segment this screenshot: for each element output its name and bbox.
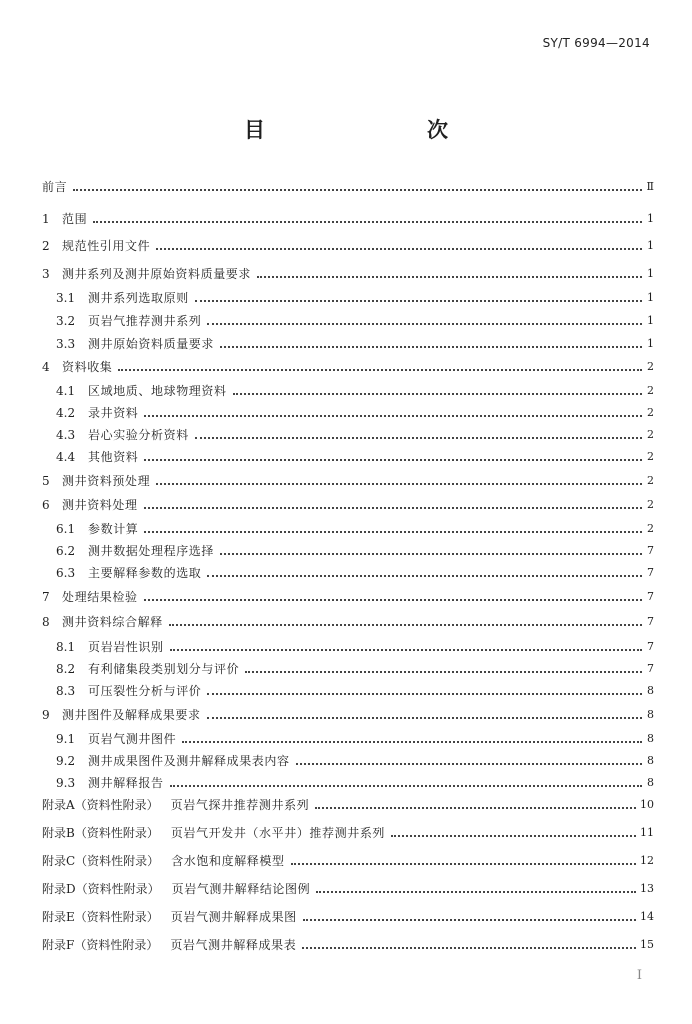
toc-entry-number: 3.3	[56, 337, 76, 351]
toc-leader-dots	[207, 692, 642, 695]
toc-entry-number: 附录A（资料性附录）	[42, 798, 159, 812]
toc-entry-page: 7	[647, 566, 654, 579]
toc-entry-number: 附录C（资料性附录）	[42, 854, 160, 868]
toc-entry-page: 2	[647, 522, 654, 535]
toc-entry-title: 测井系列选取原则	[88, 291, 189, 305]
toc-entry-page: 2	[647, 474, 654, 487]
toc-entry-title: 范围	[62, 212, 88, 226]
toc-leader-dots	[144, 530, 642, 533]
toc-entry-page: 2	[647, 450, 654, 463]
toc-leader-dots	[182, 740, 642, 743]
toc-leader-dots	[170, 648, 642, 651]
toc-entry[interactable]	[42, 176, 654, 194]
toc-entry-number: 1	[42, 212, 50, 226]
toc-leader-dots	[195, 299, 642, 302]
toc-entry-page: 7	[647, 640, 654, 653]
toc-entry[interactable]	[42, 263, 654, 281]
toc-entry-title: 其他资料	[88, 450, 139, 464]
toc-entry-page: 8	[647, 684, 654, 697]
toc-entry-title: 区域地质、地球物理资料	[88, 384, 227, 398]
toc-entry-page: 1	[647, 291, 654, 304]
toc-entry-number: 9.3	[56, 776, 76, 790]
toc-leader-dots	[169, 623, 642, 626]
toc-entry-page: 8	[647, 708, 654, 721]
toc-entry-page: 2	[647, 428, 654, 441]
toc-entry-title: 测井成果图件及测井解释成果表内容	[88, 754, 290, 768]
toc-leader-dots	[207, 322, 642, 325]
toc-entry-number: 4.3	[56, 428, 76, 442]
toc-entry[interactable]	[42, 586, 654, 604]
toc-leader-dots	[207, 574, 642, 577]
toc-leader-dots	[220, 552, 642, 555]
toc-entry-page: 7	[647, 662, 654, 675]
toc-entry-title: 测井解释报告	[88, 776, 164, 790]
toc-entry-number: 3.2	[56, 314, 76, 328]
toc-entry-page: 13	[640, 882, 654, 895]
toc-leader-dots	[144, 414, 642, 417]
toc-entry-page: 8	[647, 732, 654, 745]
toc-entry-page: 8	[647, 776, 654, 789]
toc-leader-dots	[391, 834, 636, 837]
toc-leader-dots	[233, 392, 642, 395]
toc-entry-page: 2	[647, 406, 654, 419]
toc-entry[interactable]	[56, 424, 654, 442]
toc-entry[interactable]	[56, 562, 654, 580]
toc-entry-title: 资料收集	[62, 360, 113, 374]
toc-entry[interactable]	[42, 850, 654, 868]
toc-entry-title: 录井资料	[88, 406, 139, 420]
toc-entry-page: 11	[640, 826, 654, 839]
toc-leader-dots	[73, 188, 642, 191]
toc-entry-number: 6	[42, 498, 50, 512]
toc-leader-dots	[207, 716, 642, 719]
toc-leader-dots	[220, 345, 642, 348]
toc-entry-number: 8	[42, 615, 50, 629]
toc-entry-page: 15	[640, 938, 654, 951]
toc-entry-page: 2	[647, 360, 654, 373]
toc-entry[interactable]	[56, 680, 654, 698]
standard-code: SY/T 6994—2014	[542, 36, 650, 50]
toc-entry-number: 4.1	[56, 384, 76, 398]
toc-entry-title: 页岩气测井图件	[88, 732, 177, 746]
toc-entry-page: 2	[647, 498, 654, 511]
toc-entry-title: 测井资料综合解释	[62, 615, 163, 629]
toc-entry[interactable]	[42, 878, 654, 896]
toc-entry[interactable]	[42, 611, 654, 629]
toc-entry-title: 测井原始资料质量要求	[88, 337, 215, 351]
toc-entry-page: 8	[647, 754, 654, 767]
toc-entry-number: 附录B（资料性附录）	[42, 826, 159, 840]
toc-leader-dots	[170, 784, 642, 787]
toc-leader-dots	[144, 506, 642, 509]
toc-entry-title: 主要解释参数的选取	[88, 566, 202, 580]
toc-entry[interactable]	[42, 208, 654, 226]
toc-entry-title: 页岩气测井解释成果表	[170, 938, 297, 952]
toc-entry-number: 8.1	[56, 640, 76, 654]
toc-entry-title: 有利储集段类别划分与评价	[88, 662, 240, 676]
toc-leader-dots	[291, 862, 636, 865]
toc-entry-page: 7	[647, 590, 654, 603]
toc-entry[interactable]	[56, 750, 654, 768]
toc-entry-number: 6.1	[56, 522, 76, 536]
toc-entry-page: 1	[647, 337, 654, 350]
toc-entry-number: 3.1	[56, 291, 76, 305]
toc-leader-dots	[303, 918, 636, 921]
toc-entry[interactable]	[42, 822, 654, 840]
toc-entry-number: 2	[42, 239, 50, 253]
toc-entry-title: 岩心实验分析资料	[88, 428, 189, 442]
page-number: I	[636, 968, 642, 983]
toc-entry[interactable]	[56, 518, 654, 536]
toc-entry-number: 6.3	[56, 566, 76, 580]
toc-entry-number: 5	[42, 474, 50, 488]
toc-entry-number: 3	[42, 267, 50, 281]
toc-entry[interactable]	[56, 287, 654, 305]
toc-entry[interactable]	[56, 446, 654, 464]
toc-entry-title: 测井资料预处理	[62, 474, 151, 488]
toc-entry-title: 测井资料处理	[62, 498, 138, 512]
toc-entry[interactable]	[42, 704, 654, 722]
toc-leader-dots	[156, 482, 642, 485]
toc-entry[interactable]	[56, 540, 654, 558]
toc-entry-title: 处理结果检验	[62, 590, 138, 604]
toc-entry[interactable]	[42, 356, 654, 374]
toc-entry-title: 规范性引用文件	[62, 239, 151, 253]
toc-entry-number: 4.4	[56, 450, 76, 464]
toc-entry-page: 1	[647, 212, 654, 225]
toc-entry-number: 6.2	[56, 544, 76, 558]
toc-entry[interactable]	[42, 235, 654, 253]
toc-entry-number: 4	[42, 360, 50, 374]
toc-entry-title: 页岩气测井解释成果图	[170, 910, 297, 924]
toc-entry-page: Ⅱ	[646, 180, 654, 193]
toc-entry[interactable]	[56, 728, 654, 746]
toc-entry[interactable]	[56, 380, 654, 398]
toc-entry-number: 9.2	[56, 754, 76, 768]
toc-entry[interactable]	[42, 794, 654, 812]
toc-entry[interactable]	[56, 402, 654, 420]
toc-entry-number: 附录F（资料性附录）	[42, 938, 159, 952]
toc-leader-dots	[144, 598, 642, 601]
toc-entry-number: 4.2	[56, 406, 76, 420]
toc-entry[interactable]	[56, 636, 654, 654]
toc-entry-page: 14	[640, 910, 654, 923]
toc-entry-title: 前言	[42, 180, 68, 194]
toc-entry-number: 附录D（资料性附录）	[42, 882, 160, 896]
toc-entry-page: 12	[640, 854, 654, 867]
toc-entry-title: 页岩气探井推荐测井系列	[170, 798, 310, 812]
toc-leader-dots	[302, 946, 636, 949]
toc-leader-dots	[296, 762, 642, 765]
toc-entry-page: 2	[647, 384, 654, 397]
toc-entry-number: 7	[42, 590, 50, 604]
toc-entry-page: 1	[647, 267, 654, 280]
toc-entry-number: 9	[42, 708, 50, 722]
toc-entry-title: 含水饱和度解释模型	[171, 854, 285, 868]
toc-entry-page: 10	[640, 798, 654, 811]
toc-entry[interactable]	[56, 772, 654, 790]
toc-entry-title: 参数计算	[88, 522, 139, 536]
toc-entry-title: 测井系列及测井原始资料质量要求	[62, 267, 252, 281]
toc-entry[interactable]	[42, 934, 654, 952]
toc-entry-title: 测井图件及解释成果要求	[62, 708, 201, 722]
toc-entry-number: 8.3	[56, 684, 76, 698]
toc-entry-title: 页岩气测井解释结论图例	[171, 882, 311, 896]
toc-entry-title: 可压裂性分析与评价	[88, 684, 202, 698]
toc-leader-dots	[315, 806, 636, 809]
toc-leader-dots	[245, 670, 642, 673]
toc-entry[interactable]	[42, 494, 654, 512]
toc-leader-dots	[93, 220, 642, 223]
toc-leader-dots	[195, 436, 642, 439]
toc-leader-dots	[144, 458, 642, 461]
toc-entry-number: 附录E（资料性附录）	[42, 910, 159, 924]
toc-entry[interactable]	[56, 658, 654, 676]
toc-entry[interactable]	[42, 906, 654, 924]
toc-entry-number: 9.1	[56, 732, 76, 746]
toc-leader-dots	[118, 368, 642, 371]
toc-entry[interactable]	[56, 310, 654, 328]
toc-entry-title: 页岩岩性识别	[88, 640, 164, 654]
toc-entry-page: 1	[647, 239, 654, 252]
toc-leader-dots	[257, 275, 642, 278]
toc-entry[interactable]	[42, 470, 654, 488]
toc-entry[interactable]	[56, 333, 654, 351]
toc-leader-dots	[156, 247, 642, 250]
toc-entry-page: 7	[647, 544, 654, 557]
toc-entry-title: 页岩气开发井（水平井）推荐测井系列	[170, 826, 386, 840]
toc-entry-page: 1	[647, 314, 654, 327]
toc-entry-title: 测井数据处理程序选择	[88, 544, 215, 558]
toc-entry-number: 8.2	[56, 662, 76, 676]
toc-entry-page: 7	[647, 615, 654, 628]
toc-leader-dots	[316, 890, 636, 893]
toc-entry-title: 页岩气推荐测井系列	[88, 314, 202, 328]
toc-title: 目 次	[244, 117, 488, 142]
